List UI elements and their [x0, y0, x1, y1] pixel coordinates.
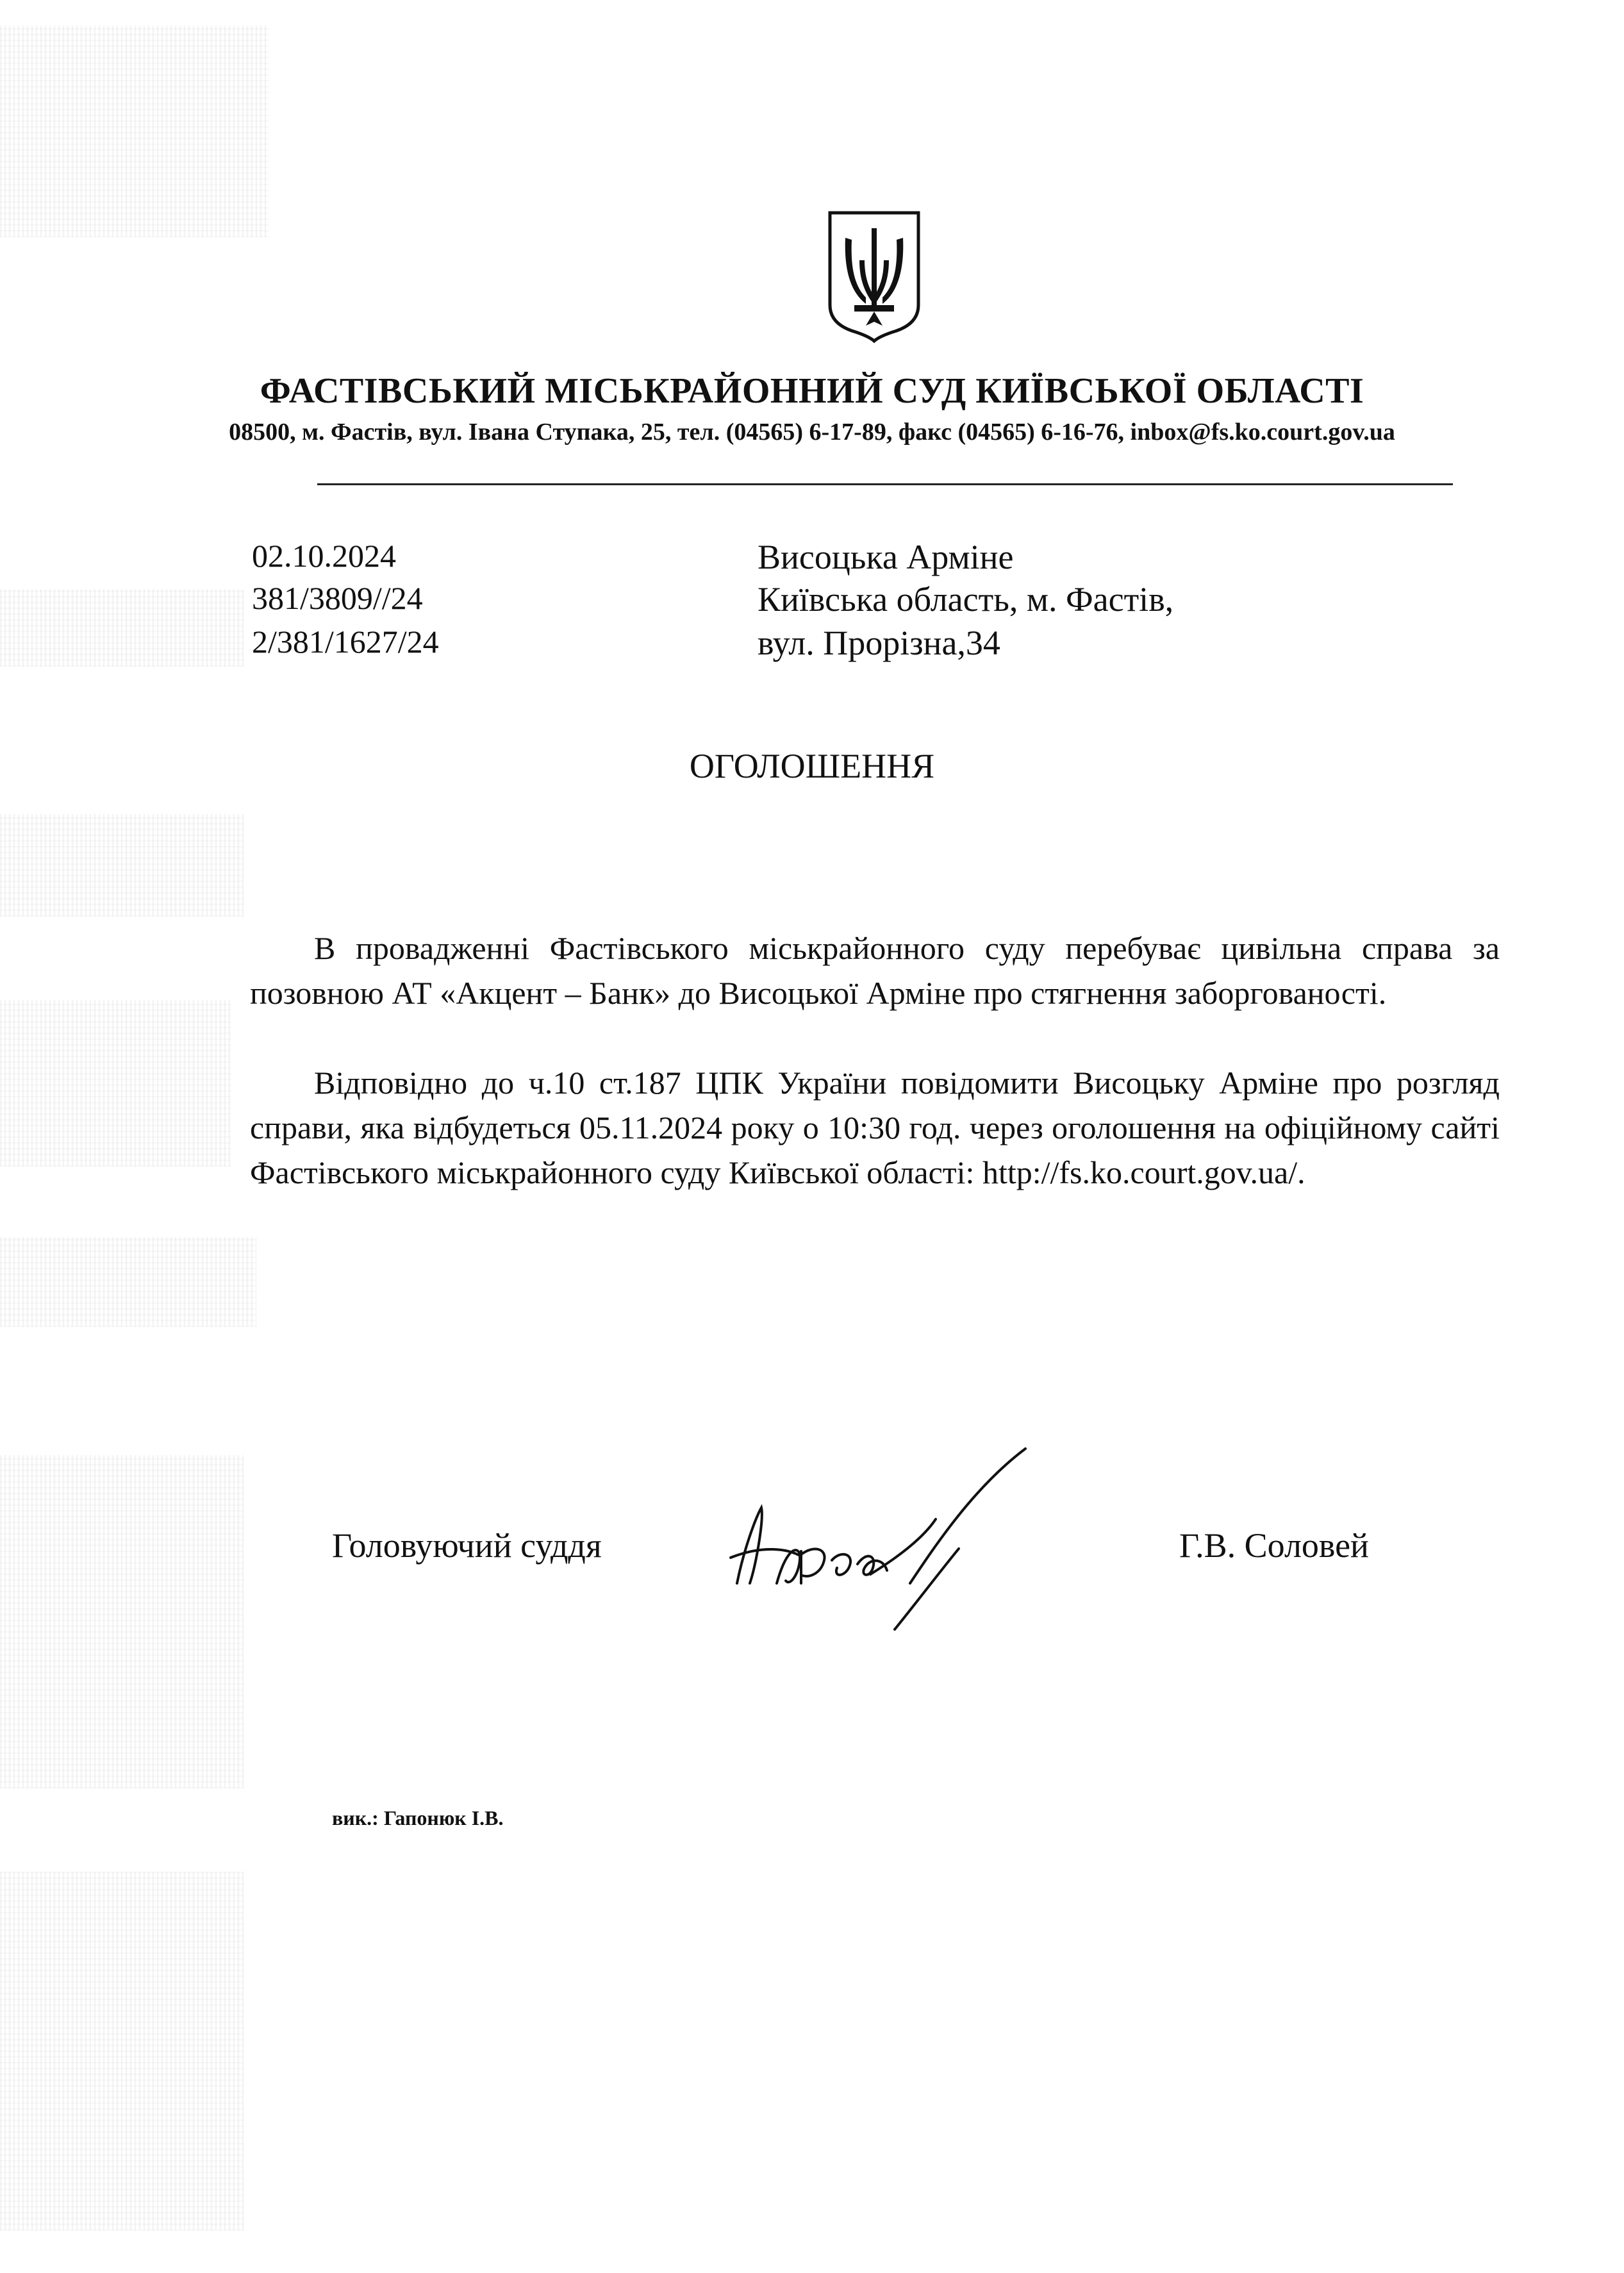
- body-paragraph-2: Відповідно до ч.10 ст.187 ЦПК України повідомити Висоцьку Арміне про розгляд справи, яка відбудеться 05.11.2024 року о 10:30 год. через оголошення на офіційному сайті Фастівського міськрайонного суду Київської області: http://fs.ko.court.gov.ua/.: [250, 1065, 1500, 1190]
- executor-note: вик.: Гапонюк І.В.: [332, 1806, 504, 1829]
- court-name-heading: ФАСТІВСЬКИЙ МІСЬКРАЙОННИЙ СУД КИЇВСЬКОЇ ОБЛАСТІ: [260, 371, 1364, 411]
- scan-noise-mid-4: [0, 1237, 256, 1327]
- scan-noise-mid-1: [0, 590, 244, 667]
- announcement-title: ОГОЛОШЕННЯ: [689, 747, 935, 785]
- header-divider: [317, 483, 1453, 485]
- proceeding-number: 2/381/1627/24: [252, 624, 439, 660]
- recipient-city: Київська область, м. Фастів,: [758, 580, 1174, 619]
- recipient-street: вул. Прорізна,34: [758, 624, 1000, 662]
- handwritten-signature: [705, 1423, 1038, 1635]
- scan-noise-bottom: [0, 1872, 244, 2231]
- scan-noise-mid-5: [0, 1455, 244, 1788]
- coat-of-arms-of-ukraine-icon: [826, 209, 922, 344]
- document-date: 02.10.2024: [252, 538, 396, 574]
- scan-noise-mid-2: [0, 814, 244, 917]
- scan-noise-top: [0, 26, 269, 237]
- case-number: 381/3809//24: [252, 580, 423, 616]
- signatory-role: Головуючий суддя: [332, 1526, 602, 1565]
- recipient-name: Висоцька Арміне: [758, 538, 1014, 576]
- scan-noise-mid-3: [0, 1000, 231, 1167]
- signatory-name: Г.В. Соловей: [1179, 1526, 1369, 1565]
- court-contact-line: 08500, м. Фастів, вул. Івана Ступака, 25, тел. (04565) 6-17-89, факс (04565) 6-16-76, inbox@fs.ko.court.gov.ua: [229, 419, 1395, 445]
- body-paragraph-1: В провадженні Фастівського міськрайонного суду перебуває цивільна справа за позовною АТ «Акцент – Банк» до Висоцької Арміне про стягнення заборгованості.: [250, 930, 1500, 1011]
